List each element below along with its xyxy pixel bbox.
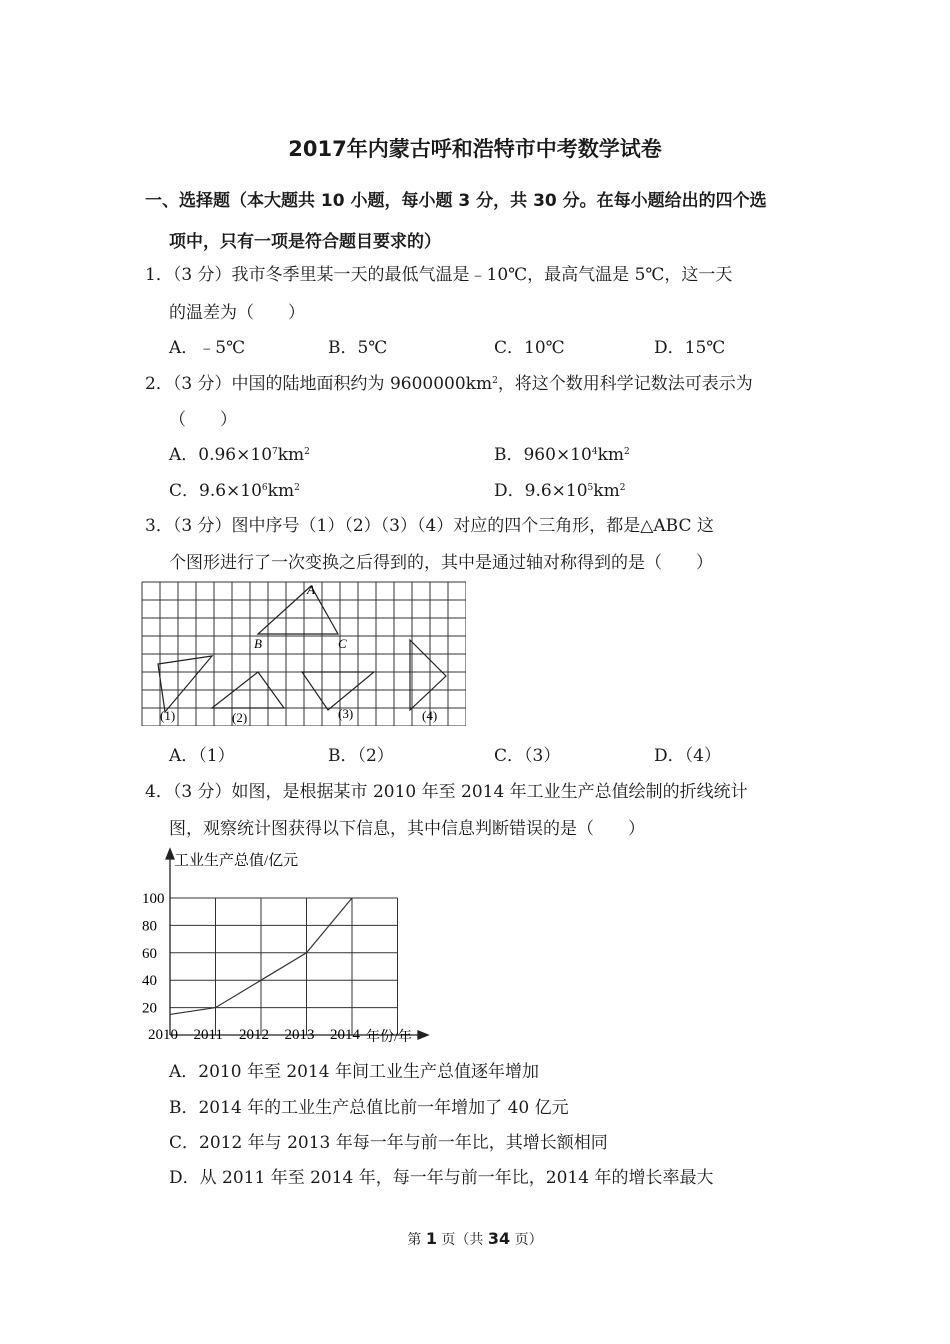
q1-stem-line1: 1．（3 分）我市冬季里某一天的最低气温是﹣10℃，最高气温是 5℃，这一天	[145, 265, 733, 285]
label-figure-4: (4)	[422, 708, 438, 723]
x-tick-label: 2012	[239, 1027, 269, 1043]
q3-option-c: C．（3）	[494, 746, 561, 766]
q4-option-b: B．2014 年的工业生产总值比前一年增加了 40 亿元	[169, 1098, 569, 1118]
label-vertex-a: A	[307, 582, 315, 597]
chart-axes	[166, 849, 428, 1039]
y-tick-label: 20	[142, 1000, 157, 1017]
q2-option-a: A．$0.96\times 10^7km^2$	[169, 445, 310, 465]
x-tick-label: 2013	[284, 1027, 315, 1043]
q4-stem-line2: 图，观察统计图获得以下信息，其中信息判断错误的是（ ）	[169, 819, 645, 839]
y-axis-label: 工业生产总值/亿元	[174, 853, 299, 869]
triangle-3	[302, 672, 374, 710]
q1-stem-line2: 的温差为（ ）	[169, 303, 305, 323]
q4-option-a: A．2010 年至 2014 年间工业生产总值逐年增加	[169, 1062, 540, 1082]
triangle-abc	[258, 586, 338, 634]
x-tick-label: 2010	[148, 1027, 178, 1043]
q4-option-c: C．2012 年与 2013 年每一年与前一年比，其增长额相同	[169, 1133, 608, 1153]
q1-option-b: B．5℃	[328, 338, 388, 358]
q1-option-d: D．15℃	[654, 338, 726, 358]
q2-stem-line2: （ ）	[169, 410, 237, 430]
q4-option-d: D．从 2011 年至 2014 年，每一年与前一年比，2014 年的增长率最大	[169, 1168, 714, 1188]
q3-option-d: D．（4）	[654, 746, 721, 766]
x-axis-arrow	[418, 1031, 428, 1039]
q3-option-a: A．（1）	[169, 746, 235, 766]
q2-option-b: B．$960\times 10^4km^2$	[494, 445, 630, 465]
section-heading-line2: 项中，只有一项是符合题目要求的）	[169, 232, 441, 252]
x-tick-label: 2014	[330, 1027, 360, 1043]
y-tick-label: 40	[142, 973, 157, 990]
label-figure-1: (1)	[160, 708, 176, 723]
q3-stem-line2: 个图形进行了一次变换之后得到的，其中是通过轴对称得到的是（ ）	[169, 553, 713, 573]
q3-triangle-grid-figure	[140, 580, 466, 726]
triangle-4	[410, 640, 446, 710]
q3-option-b: B．（2）	[328, 746, 394, 766]
triangle-1	[158, 656, 212, 712]
label-figure-3: (3)	[338, 706, 354, 721]
q2-stem-line1: 2．（3 分）中国的陆地面积约为 $9600000km^2$，将这个数用科学记数法可表示为	[145, 374, 753, 394]
q2-option-c: C．$9.6\times 10^6km^2$	[169, 481, 300, 501]
label-vertex-b: B	[254, 636, 262, 651]
y-axis-arrow	[166, 849, 174, 859]
q4-stem-line1: 4．（3 分）如图，是根据某市 2010 年至 2014 年工业生产总值绘制的折线统计	[145, 782, 748, 802]
x-tick-label: 2011	[193, 1027, 223, 1043]
page-title: 2017年内蒙古呼和浩特市中考数学试卷	[288, 137, 662, 161]
q1-option-a: A．﹣5℃	[169, 338, 246, 358]
q2-option-d: D．$9.6\times 10^5km^2$	[494, 481, 626, 501]
q4-line-chart	[140, 845, 440, 1050]
q1-option-c: C．10℃	[494, 338, 565, 358]
y-tick-label: 80	[142, 918, 157, 935]
q3-stem-line1: 3．（3 分）图中序号（1）（2）（3）（4）对应的四个三角形，都是△ABC 这	[145, 516, 714, 536]
label-vertex-c: C	[338, 636, 347, 651]
label-figure-2: (2)	[232, 710, 248, 725]
page-footer: 第 1 页（共 34 页）	[407, 1229, 543, 1248]
section-heading-line1: 一、选择题（本大题共 10 小题，每小题 3 分，共 30 分。在每小题给出的四个选	[145, 191, 767, 211]
grid-lines	[142, 582, 466, 726]
y-tick-label: 100	[142, 891, 165, 907]
y-tick-label: 60	[142, 945, 157, 962]
x-axis-label: 年份/年	[366, 1030, 412, 1045]
